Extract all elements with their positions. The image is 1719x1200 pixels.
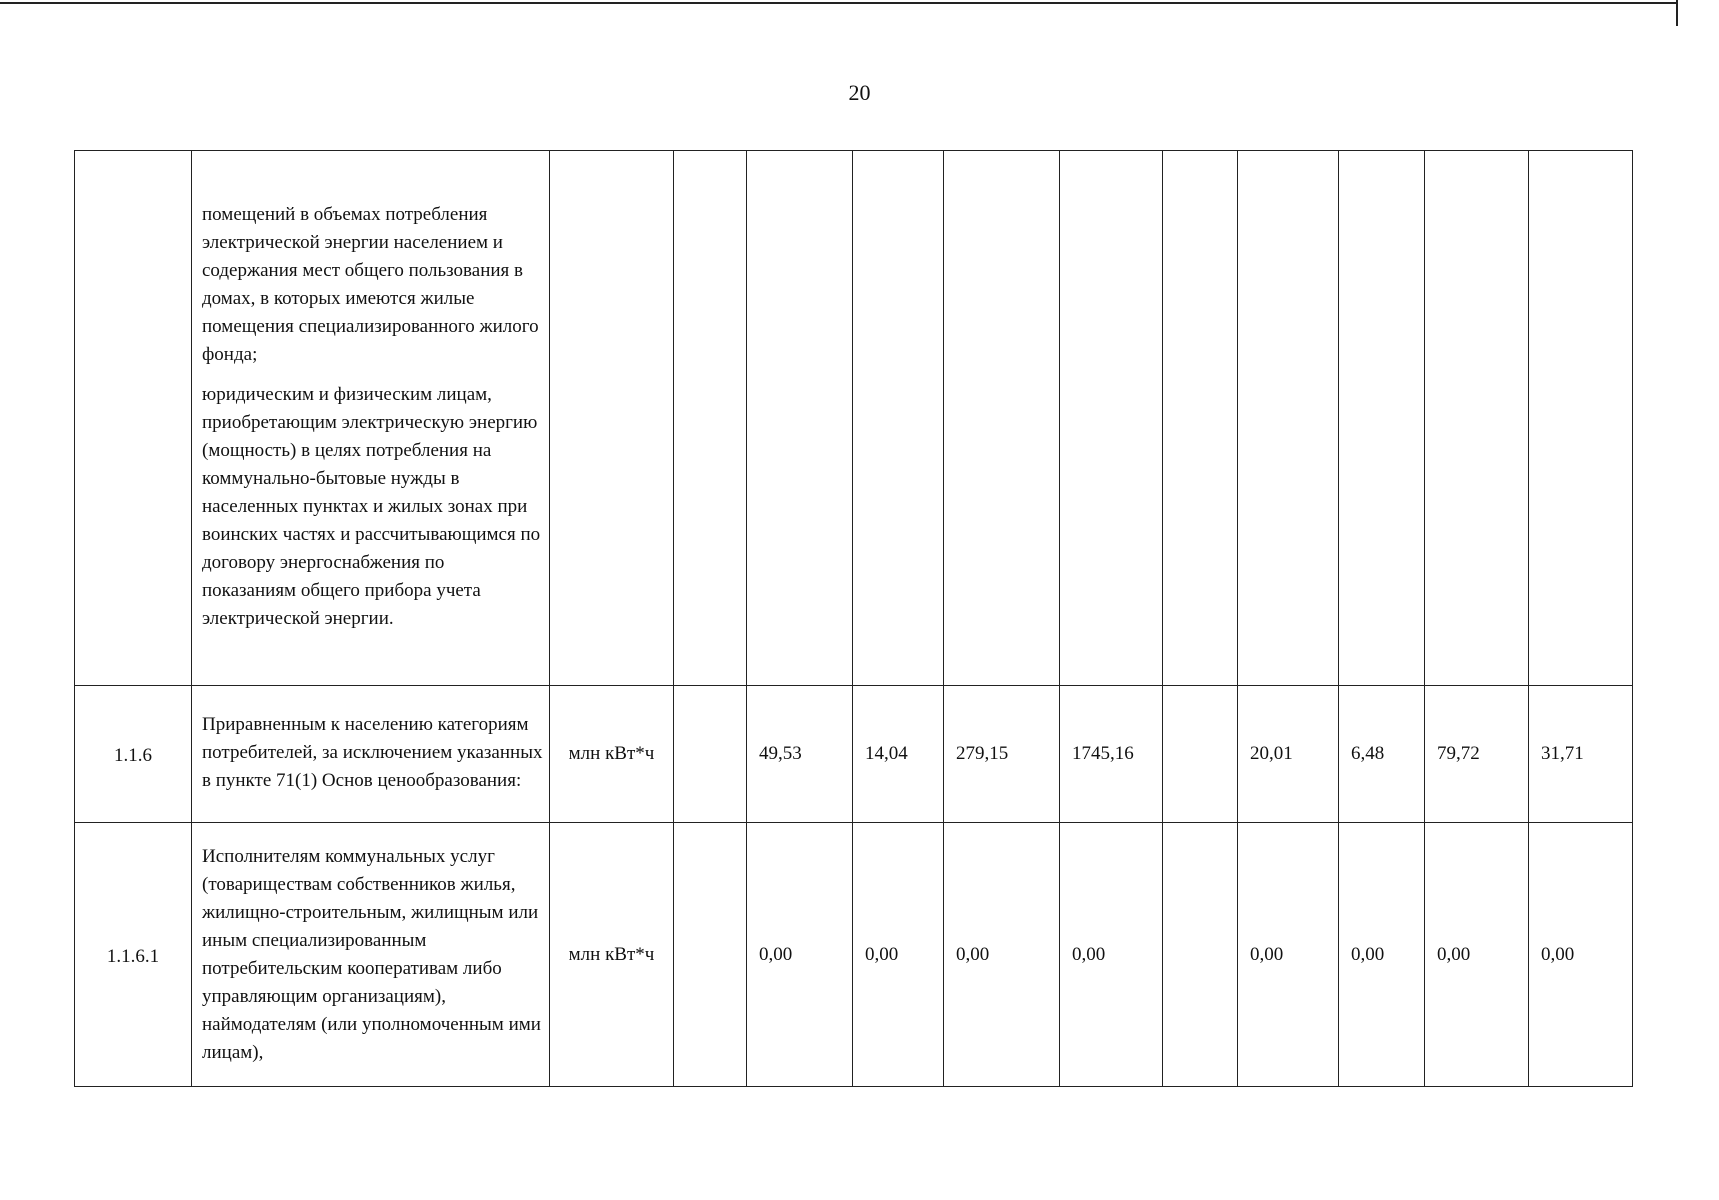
value-cell: 31,71 [1529,686,1633,823]
value-cell: 0,00 [944,823,1060,1087]
value-cell: 20,01 [1238,686,1339,823]
value-cell [674,686,747,823]
table-row [75,686,1633,823]
row-description [192,686,550,823]
value-cell [1060,151,1163,686]
value-cell: 0,00 [1339,823,1425,1087]
description-paragraph: Исполнителям коммунальных услуг (товариществам собственников жилья, жилищно-строительным, жилищным или иным специализированным потребительским кооперативам либо управляющим организациям), наймодателям (или уполномоченным ими лицам), [202,845,541,1063]
value-cell: 279,15 [944,686,1060,823]
value-cell: 0,00 [747,823,853,1087]
value-cell [1163,151,1238,686]
value-cell [1163,686,1238,823]
unit-cell [550,151,674,686]
value-cell [674,823,747,1087]
table-row [75,823,1633,1087]
tariff-table [74,150,1633,1087]
row-number: 1.1.6 [75,686,192,823]
value-cell [1529,151,1633,686]
value-cell: 79,72 [1425,686,1529,823]
description-paragraph: помещений в объемах потребления электрической энергии населением и содержания мест общего пользования в домах, в которых имеются жилые помещения специализированного жилого фонда; [202,204,539,365]
page-number: 20 [848,80,871,105]
corner-mark [1676,0,1678,26]
value-cell [853,151,944,686]
value-cell: 0,00 [1238,823,1339,1087]
value-cell: 1745,16 [1060,686,1163,823]
row-number [75,151,192,686]
top-rule [0,2,1676,4]
row-description [192,151,550,686]
value-cell: 0,00 [1529,823,1633,1087]
value-cell [1425,151,1529,686]
row-description [192,823,550,1087]
row-number: 1.1.6.1 [75,823,192,1087]
value-cell: 0,00 [1060,823,1163,1087]
value-cell: 49,53 [747,686,853,823]
value-cell [944,151,1060,686]
value-cell: 0,00 [853,823,944,1087]
value-cell: 14,04 [853,686,944,823]
table-row [75,151,1633,686]
value-cell [1163,823,1238,1087]
description-paragraph: юридическим и физическим лицам, приобретающим электрическую энергию (мощность) в целях потребления на коммунально-бытовые нужды в населенных пунктах и жилых зонах при воинских частях и рассчитывающимся по договору энергоснабжения по показаниям общего прибора учета электрической энергии. [202,384,541,629]
value-cell [747,151,853,686]
description-paragraph: Приравненным к населению категориям потребителей, за исключением указанных в пункте 71(1) Основ ценообразования: [202,714,543,791]
value-cell: 0,00 [1425,823,1529,1087]
value-cell [1238,151,1339,686]
value-cell: 6,48 [1339,686,1425,823]
unit-cell: млн кВт*ч [550,686,674,823]
unit-cell: млн кВт*ч [550,823,674,1087]
value-cell [1339,151,1425,686]
value-cell [674,151,747,686]
